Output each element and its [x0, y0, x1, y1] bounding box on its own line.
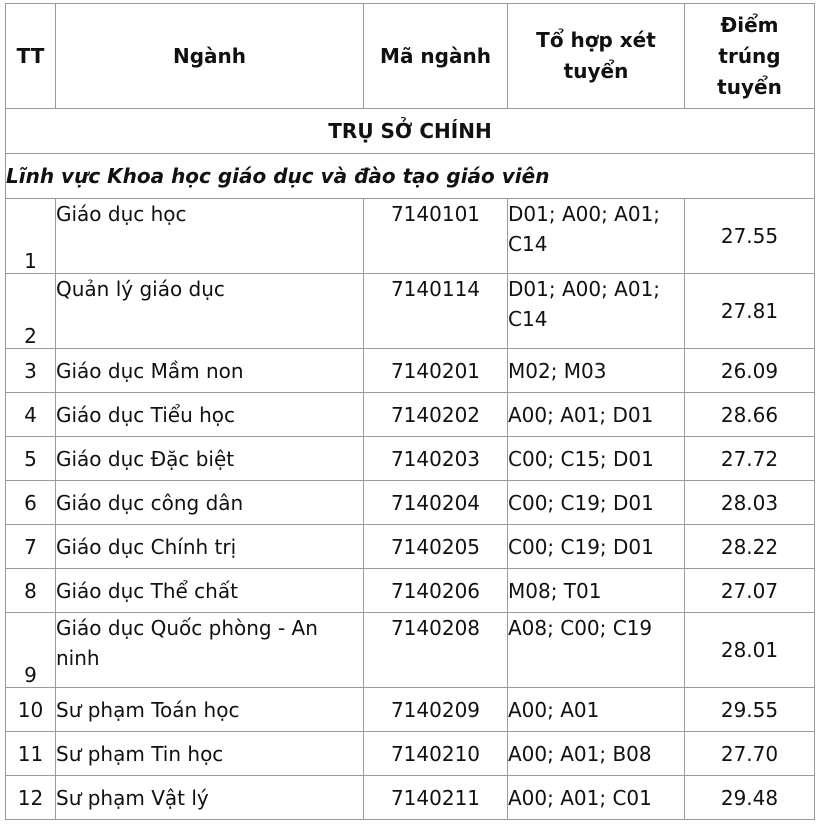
table-row — [6, 274, 815, 349]
row-major-code: 7140209 — [364, 688, 508, 732]
row-combination: M02; M03 — [508, 349, 685, 393]
row-major-code: 7140211 — [364, 776, 508, 820]
table-row — [6, 613, 815, 688]
table-row — [6, 349, 815, 393]
row-combination: A00; A01; B08 — [508, 732, 685, 776]
table-row — [6, 393, 815, 437]
row-combination: C00; C19; D01 — [508, 481, 685, 525]
row-tt: 4 — [6, 393, 56, 437]
row-score: 29.48 — [685, 776, 815, 820]
row-score: 27.81 — [685, 274, 815, 349]
section-title: TRỤ SỞ CHÍNH — [6, 109, 815, 154]
row-major-code: 7140208 — [364, 613, 508, 688]
row-score: 27.72 — [685, 437, 815, 481]
row-tt: 5 — [6, 437, 56, 481]
row-score: 27.70 — [685, 732, 815, 776]
field-row — [6, 154, 815, 199]
row-score: 28.03 — [685, 481, 815, 525]
row-score: 27.55 — [685, 199, 815, 274]
row-combination: A08; C00; C19 — [508, 613, 685, 688]
row-combination: D01; A00; A01; C14 — [508, 199, 685, 274]
row-tt: 6 — [6, 481, 56, 525]
row-tt: 12 — [6, 776, 56, 820]
row-major: Sư phạm Toán học — [56, 688, 364, 732]
row-major: Giáo dục Mầm non — [56, 349, 364, 393]
header-major-code: Mã ngành — [364, 4, 508, 109]
row-major-code: 7140202 — [364, 393, 508, 437]
table-row — [6, 569, 815, 613]
table-row — [6, 481, 815, 525]
table-row — [6, 525, 815, 569]
row-tt: 2 — [6, 274, 56, 349]
row-tt: 1 — [6, 199, 56, 274]
header-combination: Tổ hợp xét tuyển — [508, 4, 685, 109]
row-tt: 9 — [6, 613, 56, 688]
row-major-code: 7140205 — [364, 525, 508, 569]
header-score: Điểm trúng tuyển — [685, 4, 815, 109]
row-tt: 7 — [6, 525, 56, 569]
row-combination: C00; C15; D01 — [508, 437, 685, 481]
row-major-code: 7140203 — [364, 437, 508, 481]
table-row — [6, 776, 815, 820]
header-major: Ngành — [56, 4, 364, 109]
row-major-code: 7140114 — [364, 274, 508, 349]
row-major: Giáo dục học — [56, 199, 364, 274]
row-major: Sư phạm Tin học — [56, 732, 364, 776]
row-major-code: 7140206 — [364, 569, 508, 613]
row-score: 28.66 — [685, 393, 815, 437]
row-combination: M08; T01 — [508, 569, 685, 613]
row-major-code: 7140210 — [364, 732, 508, 776]
row-major: Quản lý giáo dục — [56, 274, 364, 349]
row-major: Giáo dục Chính trị — [56, 525, 364, 569]
table-row — [6, 688, 815, 732]
row-combination: A00; A01; D01 — [508, 393, 685, 437]
row-score: 26.09 — [685, 349, 815, 393]
row-score: 29.55 — [685, 688, 815, 732]
row-major-code: 7140201 — [364, 349, 508, 393]
row-combination: A00; A01; C01 — [508, 776, 685, 820]
row-major: Giáo dục Quốc phòng - An ninh — [56, 613, 364, 688]
header-tt: TT — [6, 4, 56, 109]
table-row — [6, 437, 815, 481]
row-tt: 11 — [6, 732, 56, 776]
admission-scores-table — [5, 3, 815, 820]
row-combination: A00; A01 — [508, 688, 685, 732]
row-score: 28.22 — [685, 525, 815, 569]
row-major-code: 7140101 — [364, 199, 508, 274]
row-score: 27.07 — [685, 569, 815, 613]
row-score: 28.01 — [685, 613, 815, 688]
row-combination: D01; A00; A01; C14 — [508, 274, 685, 349]
field-title: Lĩnh vực Khoa học giáo dục và đào tạo giáo viên — [6, 154, 815, 199]
row-major: Giáo dục Tiểu học — [56, 393, 364, 437]
section-row — [6, 109, 815, 154]
row-major: Giáo dục công dân — [56, 481, 364, 525]
table-header-row — [6, 4, 815, 109]
row-major-code: 7140204 — [364, 481, 508, 525]
row-major: Giáo dục Đặc biệt — [56, 437, 364, 481]
table-row — [6, 199, 815, 274]
row-tt: 8 — [6, 569, 56, 613]
row-major: Giáo dục Thể chất — [56, 569, 364, 613]
table-row — [6, 732, 815, 776]
row-tt: 10 — [6, 688, 56, 732]
row-tt: 3 — [6, 349, 56, 393]
row-combination: C00; C19; D01 — [508, 525, 685, 569]
row-major: Sư phạm Vật lý — [56, 776, 364, 820]
